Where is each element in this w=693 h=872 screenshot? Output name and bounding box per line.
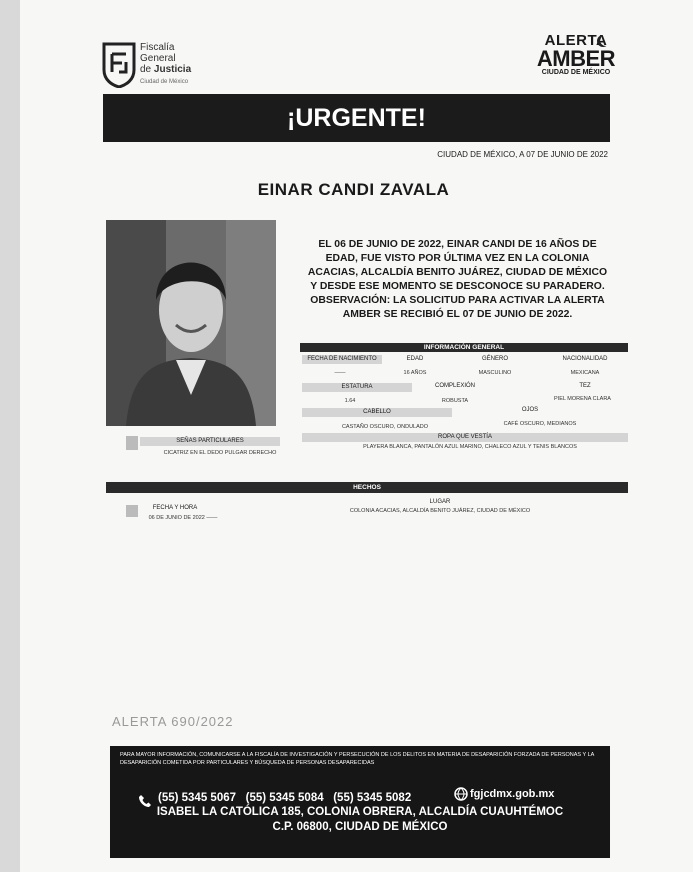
value-nacionalidad: MEXICANA bbox=[570, 370, 600, 376]
fgj-line4: Ciudad de México bbox=[140, 79, 189, 85]
phone-1[interactable]: (55) 5345 5067 bbox=[158, 792, 237, 804]
value-tez: PIEL MORENA CLARA bbox=[554, 396, 611, 402]
fgj-line1: Fiscalía bbox=[140, 42, 175, 53]
label-fecha-nacimiento: FECHA DE NACIMIENTO bbox=[302, 355, 382, 364]
label-tez: TEZ bbox=[579, 383, 591, 389]
person-photo bbox=[106, 220, 276, 426]
amber-line1: ALERTA bbox=[544, 32, 608, 49]
moon-icon bbox=[600, 34, 612, 46]
label-senas: SEÑAS PARTICULARES bbox=[140, 437, 280, 446]
phone-3[interactable]: (55) 5345 5082 bbox=[333, 792, 412, 804]
value-lugar: COLONIA ACACIAS, ALCALDÍA BENITO JUÁREZ, CIUDAD DE MÉXICO bbox=[349, 508, 531, 514]
address-line-2: C.P. 06800, CIUDAD DE MÉXICO bbox=[272, 821, 448, 833]
value-estatura: 1.64 bbox=[344, 398, 356, 404]
fgj-shield-icon bbox=[100, 40, 138, 88]
missing-person-name: EINAR CANDI ZAVALA bbox=[257, 180, 450, 199]
value-ropa: PLAYERA BLANCA, PANTALÓN AZUL MARINO, CHALECO AZUL Y TENIS BLANCOS bbox=[363, 444, 577, 450]
label-genero: GÉNERO bbox=[481, 356, 508, 362]
fgj-line3: de bbox=[140, 64, 152, 75]
hechos-thumbnail bbox=[126, 505, 138, 517]
label-lugar: LUGAR bbox=[429, 499, 451, 505]
alerta-number: ALERTA 690/2022 bbox=[112, 714, 234, 729]
value-edad: 16 AÑOS bbox=[403, 370, 427, 376]
value-cabello: CASTAÑO OSCURO, ONDULADO bbox=[341, 424, 429, 430]
document-page bbox=[20, 0, 693, 872]
label-estatura: ESTATURA bbox=[302, 383, 412, 392]
website-link[interactable]: fgjcdmx.gob.mx bbox=[470, 788, 555, 800]
label-ropa: ROPA QUE VESTÍA bbox=[302, 433, 628, 442]
label-fecha-hora: FECHA Y HORA bbox=[152, 505, 198, 511]
address-line-1: ISABEL LA CATÓLICA 185, COLONIA OBRERA, ALCALDÍA CUAUHTÉMOC bbox=[156, 806, 564, 818]
phone-numbers bbox=[158, 792, 411, 804]
footer-info-text: PARA MAYOR INFORMACIÓN, COMUNICARSE A LA FISCALÍA DE INVESTIGACIÓN Y PERSECUCIÓN DE LOS DELITOS EN MATERIA DE DESAPARICIÓN FORZADA DE PERSONAS Y LA DESAPARICIÓN COMETIDA POR PARTICULARES Y BÚSQUEDA DE PERSONAS DESAPARECIDAS bbox=[120, 752, 595, 766]
web-globe-icon bbox=[454, 787, 468, 801]
value-ojos: CAFÉ OSCURO, MEDIANOS bbox=[503, 421, 577, 427]
date-line: CIUDAD DE MÉXICO, A 07 DE JUNIO DE 2022 bbox=[437, 150, 608, 159]
incident-description: EL 06 DE JUNIO DE 2022, EINAR CANDI DE 16 AÑOS DE EDAD, FUE VISTO POR ÚLTIMA VEZ EN LA COLONIA ACACIAS, ALCALDÍA BENITO JUÁREZ, CIUDAD DE MÉXICO Y DESDE ESE MOMENTO SE DESCONOCE SU PARADERO. OBSERVACIÓN: LA SOLICITUD PARA ACTIVAR LA ALERTA AMBER SE RECIBIÓ EL 07 DE JUNIO DE 2022. bbox=[307, 239, 608, 320]
hechos-section-title: HECHOS bbox=[106, 482, 628, 493]
value-senas: CICATRIZ EN EL DEDO PULGAR DERECHO bbox=[163, 450, 277, 456]
label-complexion: COMPLEXIÓN bbox=[434, 383, 475, 389]
urgent-title: ¡URGENTE! bbox=[103, 94, 610, 142]
value-complexion: ROBUSTA bbox=[441, 398, 469, 404]
label-ojos: OJOS bbox=[521, 407, 539, 413]
fgj-name bbox=[140, 42, 191, 88]
value-fecha-nacimiento: —— bbox=[334, 370, 346, 376]
amber-line3: CIUDAD DE MÉXICO bbox=[541, 69, 611, 76]
amber-line2: AMBER bbox=[536, 46, 616, 71]
info-section-title: INFORMACIÓN GENERAL bbox=[300, 343, 628, 352]
fgj-line2: General bbox=[140, 53, 176, 64]
label-edad: EDAD bbox=[406, 356, 424, 362]
value-fecha-hora: 06 DE JUNIO DE 2022 —— bbox=[148, 515, 218, 521]
contact-footer bbox=[110, 746, 610, 858]
fgj-line3b: Justicia bbox=[153, 64, 192, 75]
value-genero: MASCULINO bbox=[478, 370, 512, 376]
senas-thumbnail bbox=[126, 436, 138, 450]
phone-2[interactable]: (55) 5345 5084 bbox=[245, 792, 324, 804]
label-cabello: CABELLO bbox=[302, 408, 452, 417]
label-nacionalidad: NACIONALIDAD bbox=[562, 356, 608, 362]
